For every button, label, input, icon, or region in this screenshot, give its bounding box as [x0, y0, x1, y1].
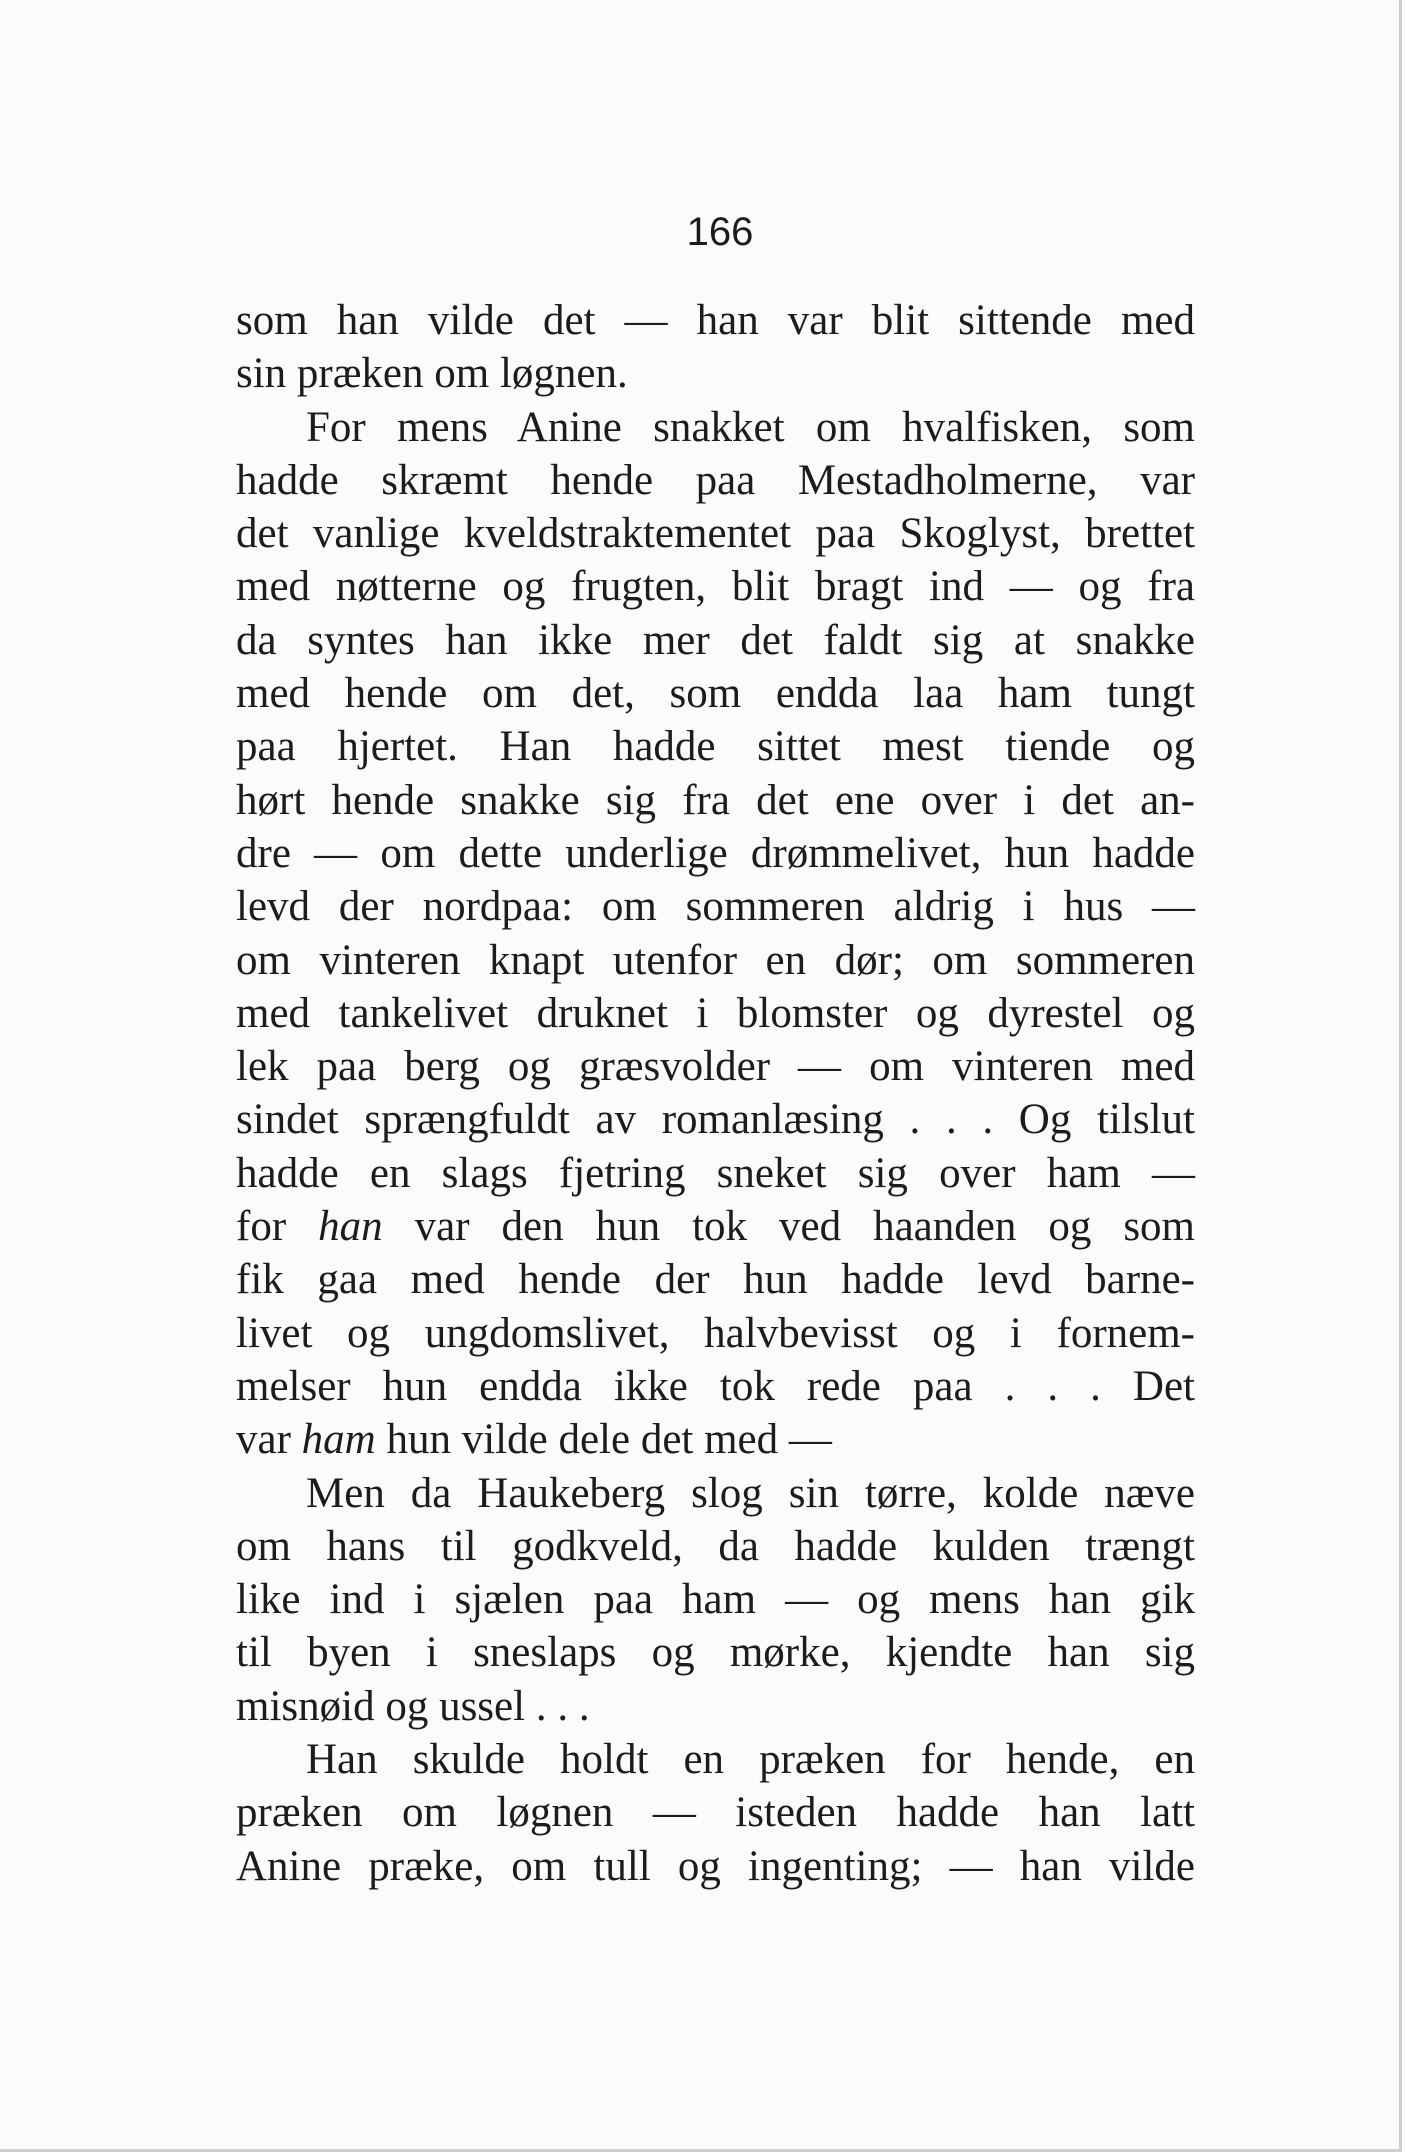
line-text: dre — om dette underlige drømmelivet, hun hadde	[236, 829, 1195, 877]
line-text: Anine præke, om tull og ingenting; — han vilde	[236, 1842, 1195, 1890]
body-text	[236, 294, 1195, 1893]
line-text: melser hun endda ikke tok rede paa . . . Det	[236, 1362, 1195, 1410]
line-text: levd der nordpaa: om sommeren aldrig i hus —	[236, 883, 1195, 931]
text-line	[236, 1253, 1195, 1306]
text-line	[236, 827, 1195, 880]
text-line	[236, 347, 1195, 400]
italic-text: ham	[301, 1416, 376, 1464]
text-line	[236, 1360, 1195, 1413]
line-text: Men da Haukeberg slog sin tørre, kolde næve	[306, 1469, 1195, 1517]
text-line	[236, 1200, 1195, 1253]
text-line	[236, 1520, 1195, 1573]
italic-text: han	[318, 1203, 383, 1251]
line-text: med nøtterne og frugten, blit bragt ind — og fra	[236, 563, 1195, 611]
text-line	[236, 1786, 1195, 1839]
text-line	[236, 1840, 1195, 1893]
line-text: præken om løgnen — isteden hadde han latt	[236, 1789, 1195, 1837]
line-text: Han skulde holdt en præken for hende, en	[306, 1736, 1195, 1784]
text-line	[236, 1733, 1195, 1786]
line-text: paa hjertet. Han hadde sittet mest tiende og	[236, 723, 1195, 771]
line-text: med tankelivet druknet i blomster og dyrestel og	[236, 989, 1195, 1037]
text-line	[236, 454, 1195, 507]
line-text: misnøid og ussel . . .	[236, 1682, 590, 1730]
line-text: hørt hende snakke sig fra det ene over i det an-	[236, 776, 1195, 824]
line-text: livet og ungdomslivet, halvbevisst og i fornem-	[236, 1309, 1195, 1357]
text-line	[236, 1626, 1195, 1679]
text-line	[236, 987, 1195, 1040]
line-text: for	[236, 1203, 319, 1251]
line-text: som han vilde det — han var blit sittende med	[236, 297, 1195, 344]
line-text: om hans til godkveld, da hadde kulden trængt	[236, 1522, 1195, 1570]
line-text: sindet sprængfuldt av romanlæsing . . . Og tilslut	[236, 1096, 1195, 1144]
line-text: da syntes han ikke mer det faldt sig at snakke	[236, 616, 1195, 664]
line-text: like ind i sjælen paa ham — og mens han gik	[236, 1576, 1195, 1624]
text-line	[236, 880, 1195, 933]
text-line	[236, 774, 1195, 827]
text-line	[236, 667, 1195, 720]
line-text: om vinteren knapt utenfor en dør; om sommeren	[236, 936, 1195, 984]
text-line	[236, 720, 1195, 773]
text-line	[236, 1573, 1195, 1626]
line-text: med hende om det, som endda laa ham tungt	[236, 670, 1195, 718]
line-text: var	[236, 1416, 302, 1464]
line-text: til byen i sneslaps og mørke, kjendte han sig	[236, 1629, 1195, 1677]
line-text: var den hun tok ved haanden og som	[382, 1203, 1196, 1251]
text-line	[236, 401, 1195, 454]
line-text: fik gaa med hende der hun hadde levd barne-	[236, 1256, 1195, 1304]
text-line	[236, 1413, 1195, 1466]
text-line	[236, 1147, 1195, 1200]
text-line	[236, 1467, 1195, 1520]
text-line	[236, 1680, 1195, 1733]
text-line	[236, 507, 1195, 560]
text-line	[236, 1093, 1195, 1146]
text-line	[236, 1040, 1195, 1093]
line-text: hun vilde dele det med —	[375, 1416, 832, 1464]
text-line	[236, 1307, 1195, 1360]
line-text: det vanlige kveldstraktementet paa Skoglyst, brettet	[236, 510, 1195, 558]
text-line	[236, 560, 1195, 613]
line-text: For mens Anine snakket om hvalfisken, som	[306, 403, 1195, 451]
line-text: lek paa berg og græsvolder — om vinteren med	[236, 1043, 1195, 1091]
text-line	[236, 614, 1195, 667]
text-line	[236, 934, 1195, 987]
line-text: hadde skræmt hende paa Mestadholmerne, var	[236, 456, 1195, 504]
line-text: hadde en slags fjetring sneket sig over ham —	[236, 1149, 1195, 1197]
text-line	[236, 294, 1195, 347]
page-number: 166	[686, 210, 754, 254]
line-text: sin præken om løgnen.	[236, 350, 628, 398]
